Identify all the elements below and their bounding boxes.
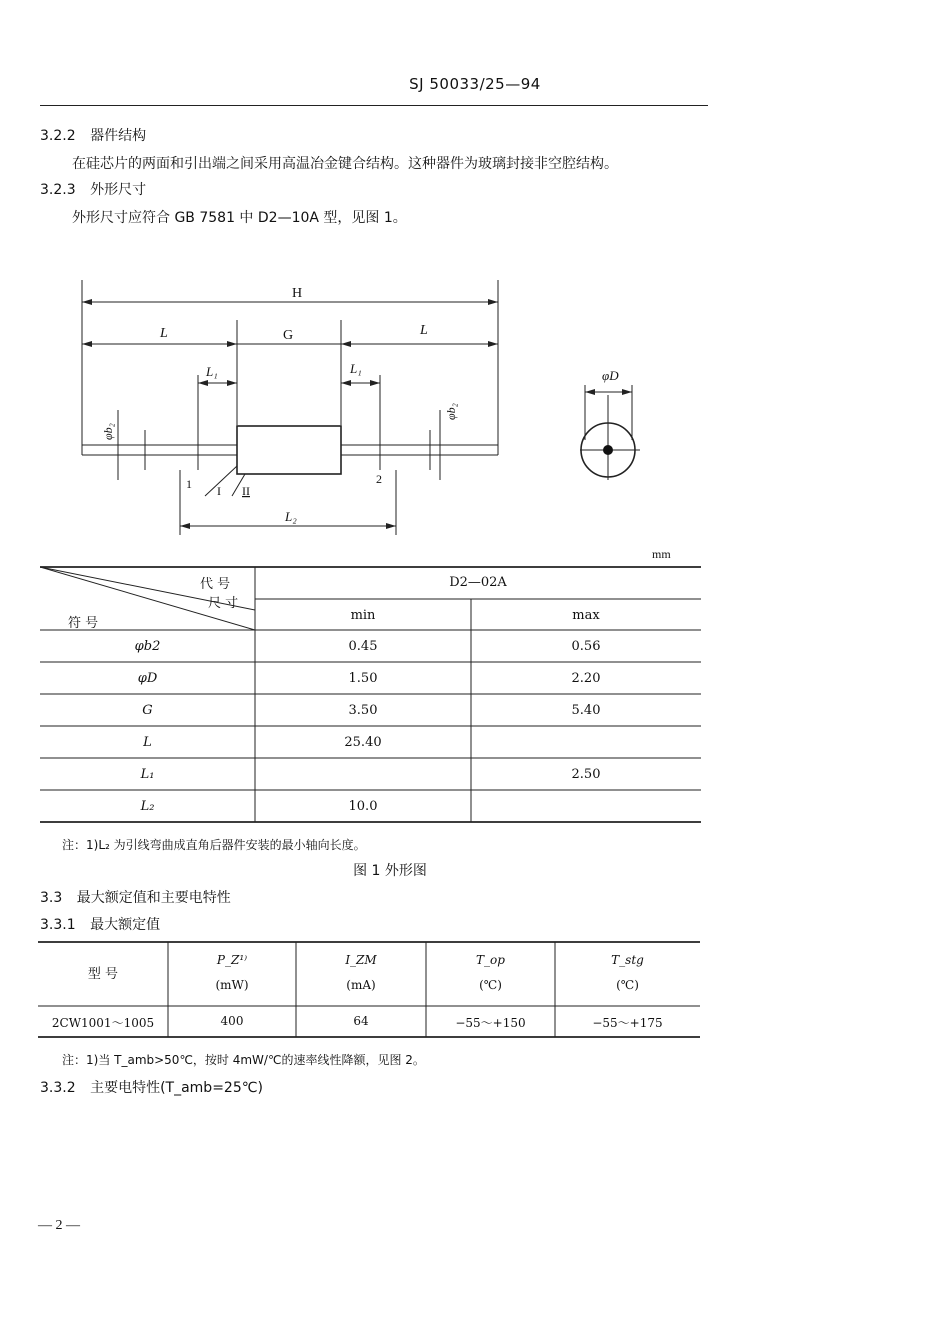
- dimension-min: 3.50: [348, 703, 378, 718]
- label-L-left: L: [160, 326, 168, 341]
- label-G: G: [283, 328, 294, 343]
- section-number: 3.3: [40, 890, 63, 906]
- dimension-max: 2.50: [571, 767, 601, 782]
- section-title: 主要电特性(T_amb=25℃): [90, 1080, 263, 1096]
- figure-caption: 图 1 外形图: [353, 863, 427, 879]
- corner-label-symbol: 符 号: [68, 616, 99, 631]
- col-min-header: min: [350, 608, 376, 623]
- mark-I: I: [217, 484, 221, 498]
- dimension-min: 25.40: [344, 735, 382, 750]
- header-rule: [40, 105, 708, 106]
- section-number: 3.2.2: [40, 128, 76, 144]
- rating-cell-tstg: −55～+175: [592, 1016, 663, 1030]
- dimension-symbol: L₁: [140, 767, 155, 782]
- rating-header-tstg-unit: (℃): [616, 978, 639, 992]
- rating-header-izm: I_ZM: [345, 953, 377, 967]
- section-3-2-2-heading: [40, 125, 146, 145]
- dimension-symbol: G: [142, 703, 153, 718]
- rating-cell-model: 2CW1001～1005: [51, 1016, 155, 1030]
- label-phib2-left: φb₂: [101, 423, 115, 440]
- rating-header-top-unit: (℃): [479, 978, 502, 992]
- document-code: SJ 50033/25—94: [409, 75, 541, 93]
- rating-header-pz: P_Z¹⁾: [216, 953, 248, 967]
- section-number: 3.3.1: [40, 917, 76, 933]
- dimension-symbol: φD: [137, 671, 158, 686]
- dimension-symbol: φb2: [134, 639, 161, 654]
- rating-cell-izm: 64: [353, 1014, 369, 1028]
- rating-header-pz-unit: (mW): [215, 978, 249, 992]
- section-title: 外形尺寸: [90, 182, 147, 198]
- outline-drawing: [0, 250, 950, 550]
- dimension-max: 0.56: [571, 639, 601, 654]
- section-3-3-heading: [40, 887, 231, 907]
- corner-label-code: 代 号: [200, 577, 231, 592]
- dimension-max: 2.20: [571, 671, 601, 686]
- mark-II: II: [242, 484, 250, 498]
- rating-cell-pz: 400: [220, 1014, 244, 1028]
- label-L-right: L: [420, 323, 428, 338]
- label-H: H: [292, 286, 303, 301]
- corner-label-dimension: 尺 寸: [208, 596, 239, 611]
- page-number: — 2 —: [38, 1218, 80, 1233]
- rating-header-tstg: T_stg: [611, 953, 644, 967]
- dimension-min: 10.0: [348, 799, 378, 814]
- mark-1: 1: [186, 477, 192, 491]
- label-L1-left: L₁: [206, 364, 218, 379]
- dimension-symbol: L₂: [140, 799, 155, 814]
- section-title: 器件结构: [90, 128, 147, 144]
- section-3-3-2-heading: [40, 1077, 263, 1097]
- rating-header-izm-unit: (mA): [346, 978, 376, 992]
- rating-cell-top: −55～+150: [455, 1016, 526, 1030]
- rating-header-top: T_op: [476, 953, 505, 967]
- section-title: 最大额定值和主要电特性: [76, 890, 231, 906]
- label-phiD: φD: [602, 368, 619, 383]
- unit-label: mm: [652, 547, 671, 561]
- lead-dot: [603, 445, 613, 455]
- col-max-header: max: [572, 608, 600, 623]
- section-title: 最大额定值: [90, 917, 161, 933]
- section-3-2-2-body: 在硅芯片的两面和引出端之间采用高温冶金键合结构。这种器件为玻璃封接非空腔结构。: [72, 156, 618, 172]
- type-code: D2—02A: [449, 575, 507, 590]
- dimension-min: 0.45: [348, 639, 378, 654]
- dimension-note: 注：1)L₂ 为引线弯曲成直角后器件安装的最小轴向长度。: [62, 838, 366, 852]
- dimension-table-lines: [40, 566, 701, 824]
- label-L1-right: L₁: [350, 361, 362, 376]
- dimension-max: 5.40: [571, 703, 601, 718]
- section-3-2-3-body: 外形尺寸应符合 GB 7581 中 D2—10A 型，见图 1。: [72, 210, 407, 226]
- dimension-min: 1.50: [348, 671, 378, 686]
- label-phib2-right: φb₂: [444, 403, 458, 420]
- mark-2: 2: [376, 472, 382, 486]
- rating-header-model: 型 号: [87, 967, 119, 982]
- section-number: 3.3.2: [40, 1080, 76, 1096]
- section-3-2-3-heading: [40, 179, 146, 199]
- dimension-symbol: L: [143, 735, 152, 750]
- section-number: 3.2.3: [40, 182, 76, 198]
- rating-table: [38, 941, 700, 1039]
- section-3-3-1-heading: [40, 914, 160, 934]
- label-L2: L₂: [285, 509, 297, 524]
- rating-note: 注：1)当 T_amb>50℃，按时 4mW/℃的速率线性降额，见图 2。: [62, 1053, 425, 1067]
